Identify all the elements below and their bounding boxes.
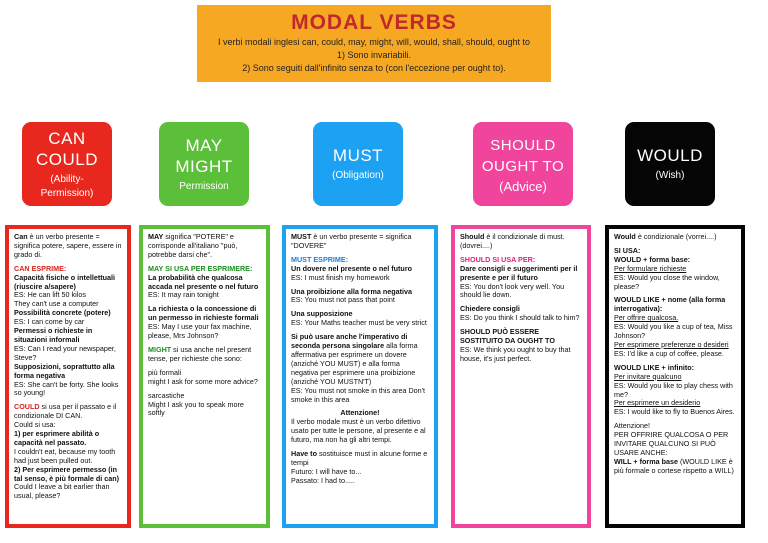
tile-label: CAN COULD: [35, 128, 98, 169]
can-example-1b: They can't use a computer: [14, 299, 99, 309]
would-term: Would: [614, 232, 636, 241]
must-example-3: ES: Your Maths teacher must be very strict: [291, 318, 427, 328]
may-heading: MAY SI USA PER ESPRIMERE:: [148, 263, 253, 273]
must-attention-text: Il verbo modale must è un verbo difettivo usato per tutte le persone, al presente e al futuro, ma non ha gli altri tempi.: [291, 417, 426, 445]
should-definition: è il condizionale di must. (dovrei....): [460, 232, 565, 250]
would-use-1: WOULD + forma base:: [614, 254, 691, 264]
must-attention: Attenzione!: [340, 408, 380, 418]
should-use-1: Dare consigli e suggerimenti per il presente e per il futuro: [460, 263, 578, 282]
can-use-3: Permessi o richieste in situazioni informali: [14, 326, 93, 344]
will-definition: (WOULD LIKE è più formale o cortese rispetto a WILL): [614, 456, 734, 475]
could-definition: si usa per il passato e il condizionale DI CAN.: [14, 402, 117, 421]
may-use-1: La probabilità che qualcosa accada nel presente o nel futuro: [148, 272, 259, 291]
can-term: Can: [14, 232, 28, 241]
can-example-3: ES: Can I read your newspaper, Steve?: [14, 343, 116, 362]
will-term: WILL + forma base: [614, 456, 678, 466]
would-use-3: WOULD LIKE + infinito:: [614, 362, 695, 372]
may-example-2: ES: May I use your fax machine, please, Mrs Johnson?: [148, 322, 252, 341]
would-example-2a: ES: Would you like a cup of tea, Miss Johnson?: [614, 322, 733, 341]
can-could-panel: [5, 225, 131, 528]
tile-label: SHOULD OUGHT TO: [481, 136, 565, 175]
have-to-definition: sostituisce must in alcune forme e tempi: [291, 449, 428, 467]
would-use-3-purpose-a: Per invitare qualcuno: [614, 371, 682, 381]
must-term: MUST: [291, 232, 312, 241]
should-panel: [451, 225, 591, 528]
would-use-2: WOULD LIKE + nome (alla forma interrogativa):: [614, 295, 726, 314]
tile-must: [313, 122, 403, 206]
could-example-2: Could I leave a bit earlier than usual, please?: [14, 482, 110, 501]
tile-may-might: [159, 122, 249, 206]
may-might-panel: [139, 225, 270, 528]
can-example-2: ES: I can come by car: [14, 317, 85, 327]
tile-should-ought-to: [473, 122, 573, 206]
should-example-1: ES: You don't look very well. You should lie down.: [460, 281, 565, 300]
must-use-2: Una proibizione alla forma negativa: [291, 286, 413, 296]
might-term: MIGHT: [148, 344, 172, 354]
would-panel: [605, 225, 745, 528]
might-definition: si usa anche nel present tense, per richieste che sono:: [148, 344, 252, 363]
have-to-future: Futuro: I will have to...: [291, 466, 362, 476]
tile-sublabel: (Ability- Permission): [40, 173, 94, 199]
might-sarcastic-label: sarcastiche: [148, 390, 185, 400]
would-definition: è condizionale (vorrei....): [635, 232, 717, 241]
can-use-4: Supposizioni, soprattutto alla forma negativa: [14, 361, 115, 380]
must-definition: è un verbo presente = significa "DOVERE": [291, 232, 412, 250]
would-heading: SI USA:: [614, 245, 641, 255]
must-use-1: Un dovere nel presente o nel futuro: [291, 263, 413, 273]
tile-can-could: [22, 122, 112, 206]
can-use-2: Possibilità concrete (potere): [14, 308, 111, 318]
may-definition: significa "POTERE" e corrisponde all'italiano "può, potrebbe darsi che".: [148, 232, 238, 259]
can-definition: è un verbo presente = significa potere, sapere, essere in grado di.: [14, 232, 122, 259]
page-title: MODAL VERBS: [291, 11, 457, 34]
must-example-4: ES: You must not smoke in this area Don't smoke in this area: [291, 385, 426, 404]
must-use-3: Una supposizione: [291, 309, 353, 319]
can-example-1a: ES: He can lift 50 kilos: [14, 290, 86, 300]
must-example-2: ES: You must not pass that point: [291, 295, 395, 305]
tile-would: [625, 122, 715, 206]
intro-line-2: 1) Sono invariabili.: [336, 50, 412, 60]
may-example-1: ES: It may rain tonight: [148, 290, 219, 300]
ought-to-heading: SHOULD PUÒ ESSERE SOSTITUITO DA OUGHT TO: [460, 327, 555, 346]
could-use-2: 2) Per esprimere permesso (in tal senso, è più formale di can): [14, 464, 120, 483]
tile-sublabel: (Obligation): [332, 170, 384, 181]
could-uses-intro: Could si usa:: [14, 420, 56, 430]
can-example-4: ES: She can't be forty. She looks so young!: [14, 379, 119, 398]
would-use-2-purpose-a: Per offrire qualcosa.: [614, 313, 679, 323]
could-term: COULD: [14, 402, 40, 412]
should-term: Should: [460, 232, 485, 241]
can-use-1: Capacità fisiche o intellettuali (riuscire a/sapere): [14, 272, 116, 291]
would-example-3b: ES: I would like to fly to Buenos Aires.: [614, 407, 735, 417]
tile-label: MUST: [332, 146, 384, 165]
must-panel: [282, 225, 438, 528]
might-sarcastic-example: Might I ask you to speak more softly: [148, 399, 244, 418]
would-use-1-purpose: Per formulare richieste: [614, 263, 687, 273]
must-example-1: ES: I must finish my homework: [291, 272, 390, 282]
could-use-1: 1) per esprimere abilità o capacità nel passato.: [14, 429, 100, 447]
tile-sublabel: (Wish): [655, 170, 685, 181]
would-attention: Attenzione!: [614, 421, 650, 431]
should-heading: SHOULD SI USA PER:: [460, 254, 536, 264]
would-example-2b: ES: I'd like a cup of coffee, please.: [614, 348, 724, 358]
must-use-4: Si può usare anche l'imperativo di seconda persona singolare: [291, 332, 408, 351]
can-heading: CAN ESPRIME:: [14, 263, 67, 273]
would-use-3-purpose-b: Per esprimere un desiderio: [614, 398, 701, 408]
could-example-1: I couldn't eat, because my tooth had just been pulled out.: [14, 446, 116, 465]
would-use-2-purpose-b: Per esprimere preferenze o desideri: [614, 339, 729, 349]
would-example-3a: ES: Would you like to play chess with me?: [614, 380, 733, 399]
title-banner: [197, 5, 551, 82]
have-to-past: Passato: I had to.....: [291, 475, 355, 485]
should-example-2: ES: Do you think I should talk to him?: [460, 313, 580, 323]
ought-to-example: ES: We think you ought to buy that house, it's just perfect.: [460, 344, 571, 363]
tile-label: MAY MIGHT: [175, 135, 233, 176]
have-to-term: Have to: [291, 449, 317, 459]
tile-sublabel: (Advice): [499, 178, 547, 194]
must-heading: MUST ESPRIME:: [291, 254, 349, 264]
might-formal-example: might I ask for some more advice?: [148, 376, 258, 386]
might-formal-label: più formali: [148, 367, 182, 377]
may-term: MAY: [148, 232, 164, 241]
intro-line-1: I verbi modali inglesi can, could, may, might, will, would, shall, should, ought to: [218, 37, 530, 47]
tile-label: WOULD: [637, 146, 703, 165]
may-use-2: La richiesta o la concessione di un permesso in richieste formali: [148, 304, 259, 323]
should-use-2: Chiedere consigli: [460, 304, 520, 314]
must-use-4-detail: alla forma affermativa per esprimere un dovere (anziché YOU MUST) e alla forma negativa per esprimere una proibizione (anziché YOU MUSTN'T): [291, 341, 418, 386]
tile-sublabel: Permission: [179, 180, 229, 192]
would-attention-text: PER OFFRIRE QUALCOSA O PER INVITARE QUALCUNO SI PUÒ USARE ANCHE:: [614, 430, 729, 457]
intro-line-3: 2) Sono seguiti dall'infinito senza to (con l'eccezione per ought to).: [242, 63, 506, 73]
would-example-1: ES: Would you close the window, please?: [614, 272, 720, 291]
